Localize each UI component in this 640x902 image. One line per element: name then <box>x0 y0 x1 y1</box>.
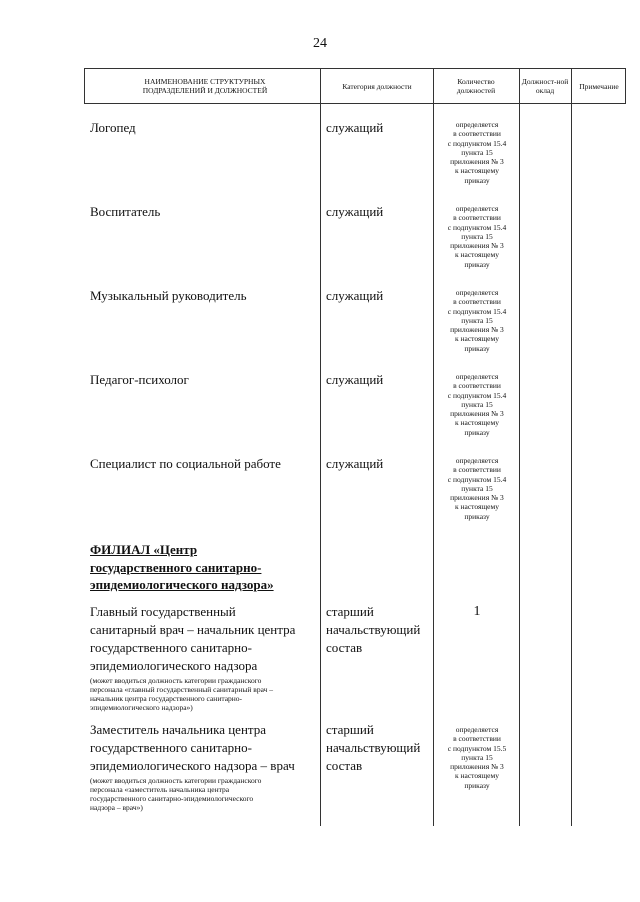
table-left-rule <box>84 68 85 103</box>
position-category: старший начальствующий состав <box>326 604 421 655</box>
position-name: Специалист по социальной работе <box>90 456 281 471</box>
position-name: Воспитатель <box>90 204 161 219</box>
page-number: 24 <box>313 36 327 51</box>
position-note: (может вводиться должность категории гражданского персонала «главный государственный санитарный врач – начальник центра государственного санитарно- эпидемиологического надзора») <box>90 676 274 712</box>
position-category: служащий <box>326 288 384 303</box>
position-category: старший начальствующий состав <box>326 722 421 773</box>
position-name: Педагог-психолог <box>90 372 189 387</box>
column-rule-category <box>320 68 321 826</box>
header-salary: Должност-ной оклад <box>521 77 569 95</box>
position-quantity: определяется в соответствии с подпунктом 15.4 пункта 15 приложения № 3 к настоящему приказу <box>447 288 507 353</box>
position-category: служащий <box>326 120 384 135</box>
position-category: служащий <box>326 204 384 219</box>
column-rule-salary <box>519 68 520 826</box>
position-quantity: определяется в соответствии с подпунктом 15.4 пункта 15 приложения № 3 к настоящему приказу <box>447 204 507 269</box>
position-name: Логопед <box>90 120 136 135</box>
position-name: Главный государственный санитарный врач – начальник центра государственного санитарно- эпидемиологического надзора <box>90 604 296 673</box>
column-rule-quantity <box>433 68 434 826</box>
header-note: Примечание <box>579 81 619 91</box>
column-rule-note <box>571 68 572 826</box>
position-category: служащий <box>326 456 384 471</box>
header-category: Категория должности <box>342 81 412 91</box>
position-note: (может вводиться должность категории гражданского персонала «заместитель начальника центра государственного санитарно-эпидемиологического надзора – врач») <box>90 776 262 812</box>
position-name: Заместитель начальника центра государственного санитарно- эпидемиологического надзора – врач <box>90 722 295 773</box>
position-quantity: определяется в соответствии с подпунктом 15.4 пункта 15 приложения № 3 к настоящему приказу <box>447 456 507 521</box>
position-quantity: определяется в соответствии с подпунктом 15.4 пункта 15 приложения № 3 к настоящему приказу <box>447 372 507 437</box>
position-name: Музыкальный руководитель <box>90 288 247 303</box>
header-name: НАИМЕНОВАНИЕ СТРУКТУРНЫХ ПОДРАЗДЕЛЕНИЙ И ДОЛЖНОСТЕЙ <box>142 77 268 95</box>
section-heading: ФИЛИАЛ «Центр государственного санитарно- эпидемиологического надзора» <box>90 542 274 592</box>
position-quantity: 1 <box>473 604 481 619</box>
position-quantity: определяется в соответствии с подпунктом 15.5 пункта 15 приложения № 3 к настоящему приказу <box>447 725 507 790</box>
position-category: служащий <box>326 372 384 387</box>
header-quantity: Количество должностей <box>456 77 496 95</box>
position-quantity: определяется в соответствии с подпунктом 15.4 пункта 15 приложения № 3 к настоящему приказу <box>447 120 507 185</box>
